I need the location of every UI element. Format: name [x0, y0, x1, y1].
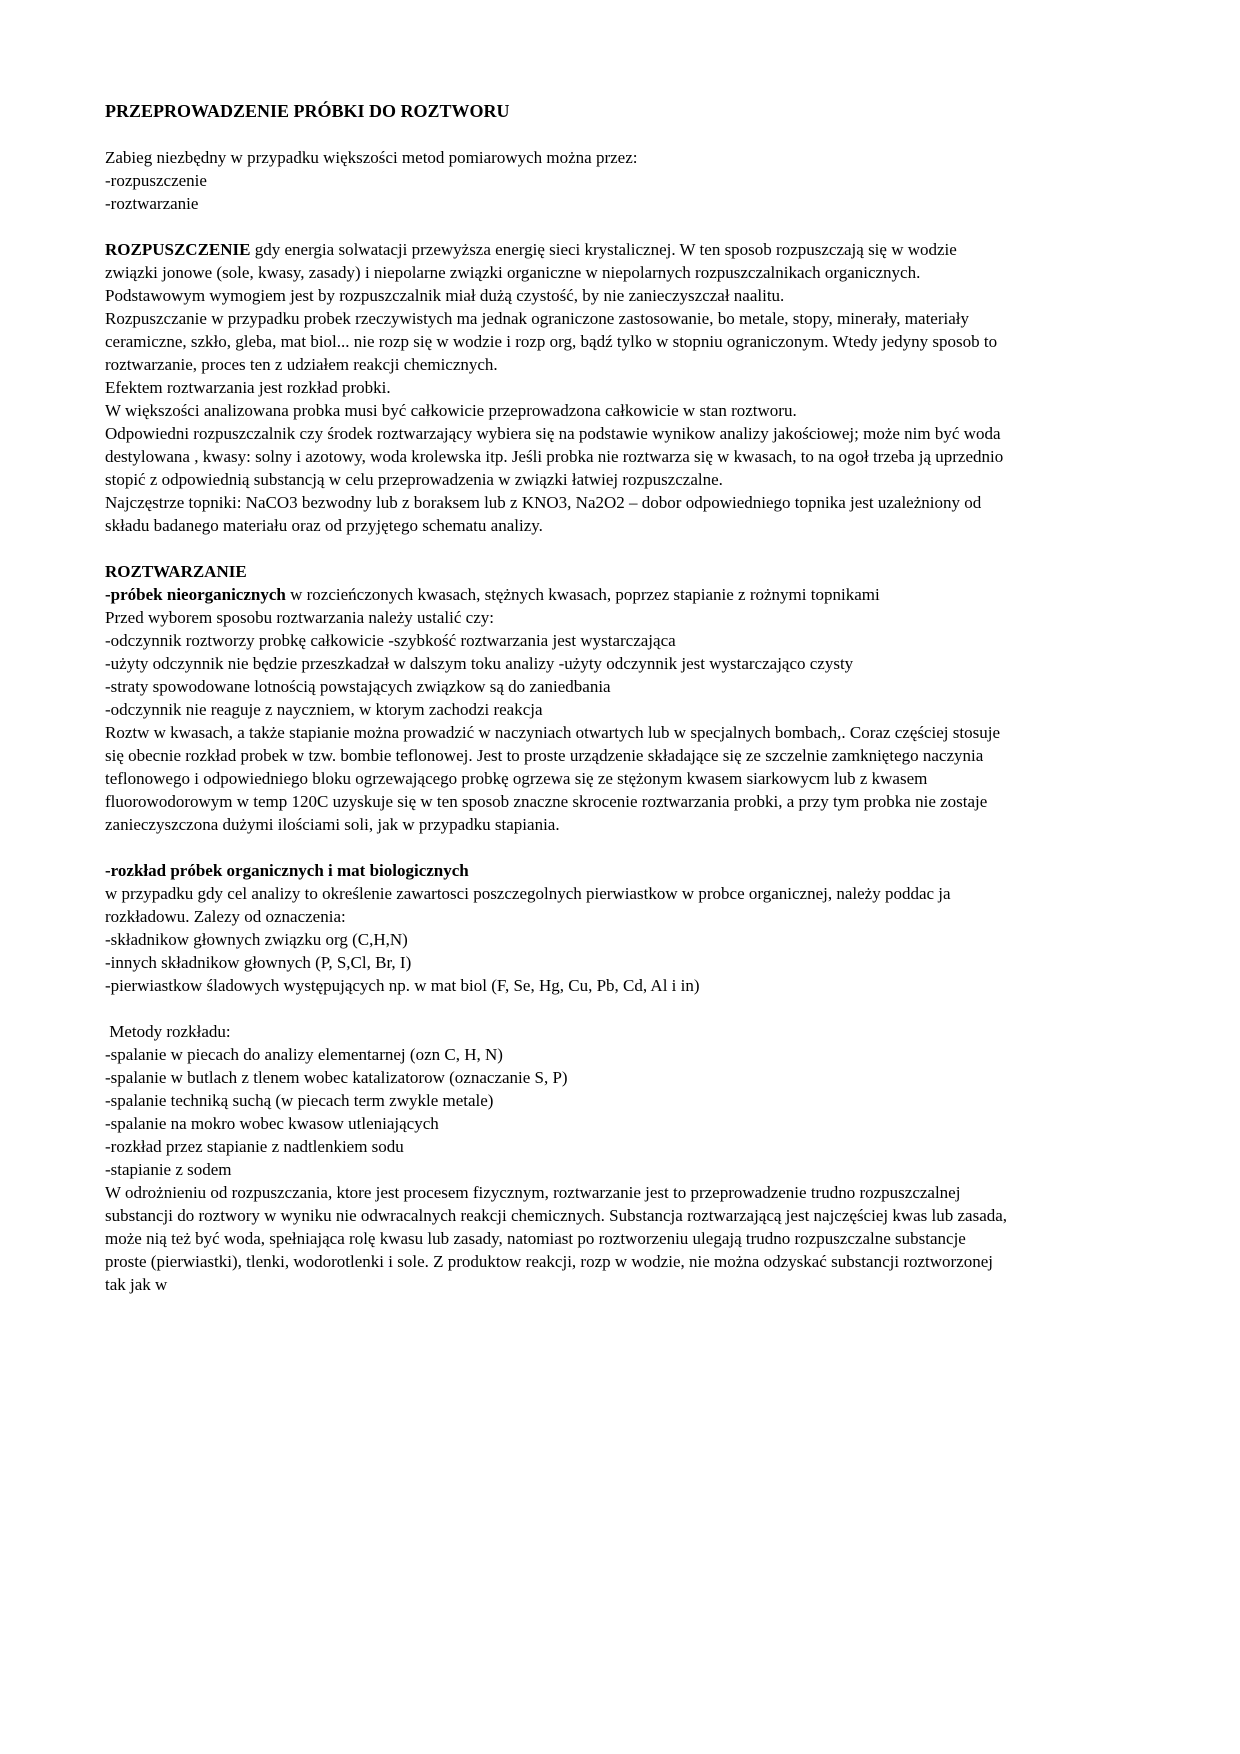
- list-item: -roztwarzanie: [105, 194, 199, 213]
- blank-line: [105, 997, 1010, 1020]
- bold-lead: -próbek nieorganicznych: [105, 585, 291, 604]
- paragraph: -próbek nieorganicznych w rozcieńczonych kwasach, stężnych kwasach, poprzez stapianie z rożnymi topnikami: [105, 585, 880, 604]
- section-heading-roztwarzanie: ROZTWARZANIE: [105, 562, 247, 581]
- list-item: -straty spowodowane lotnością powstających związkow są do zaniedbania: [105, 677, 611, 696]
- paragraph-final: W odrożnieniu od rozpuszczania, ktore jest procesem fizycznym, roztwarzanie jest to przeprowadzenie trudno rozpuszczalnej substancji do roztwory w wyniku nie odwracalnych reakcji chemicznych. Substancja roztwarzającą jest najczęściej kwas lub zasada, może nią też być woda, spełniająca rolę kwasu lub zasady, natomiast po roztworzeniu ulegają trudno rozpuszczalne substancje proste (pierwiastki), tlenki, wodorotlenki i sole. Z produktow reakcji, rozp w wodzie, nie można odzyskać substancji roztworzonej tak jak w: [105, 1183, 1012, 1294]
- document-title: [105, 100, 1010, 123]
- paragraph-intro: Zabieg niezbędny w przypadku większości metod pomiarowych można przez:: [105, 148, 638, 167]
- blank-line: [105, 215, 1010, 238]
- list-item: -spalanie w butlach z tlenem wobec katalizatorow (oznaczanie S, P): [105, 1068, 568, 1087]
- title-text: PRZEPROWADZENIE PRÓBKI DO ROZTWORU: [105, 101, 510, 121]
- paragraph: Odpowiedni rozpuszczalnik czy środek roztwarzający wybiera się na podstawie wynikow analizy jakościowej; może nim być woda destylowana , kwasy: solny i azotowy, woda krolewska itp. Jeśli probka nie roztwarza się w kwasach, to na ogoł trzeba ją uprzednio stopić z odpowiednią substancją w celu przeprowadzenia w związki łatwiej rozpuszczalne.: [105, 424, 1008, 489]
- paragraph: Przed wyborem sposobu roztwarzania należy ustalić czy:: [105, 608, 494, 627]
- list-item: -spalanie na mokro wobec kwasow utleniających: [105, 1114, 439, 1133]
- blank-line: [105, 836, 1010, 859]
- list-item: -użyty odczynnik nie będzie przeszkadzał w dalszym toku analizy -użyty odczynnik jest wystarczająco czysty: [105, 654, 854, 673]
- document-page: [105, 100, 1010, 1296]
- list-item: -innych składnikow głownych (P, S,Cl, Br, I): [105, 953, 412, 972]
- paragraph-metody: Metody rozkładu:: [105, 1022, 231, 1041]
- list-item: -składnikow głownych związku org (C,H,N): [105, 930, 408, 949]
- paragraph: w przypadku gdy cel analizy to określenie zawartosci poszczegolnych pierwiastkow w probce organicznej, należy poddac ja rozkładowu. Zalezy od oznaczenia:: [105, 884, 955, 926]
- paragraph: Najczęstrze topniki: NaCO3 bezwodny lub z boraksem lub z KNO3, Na2O2 – dobor odpowiedniego topnika jest uzależniony od składu badanego materiału oraz od przyjętego schematu analizy.: [105, 493, 986, 535]
- list-item: -spalanie techniką suchą (w piecach term zwykle metale): [105, 1091, 494, 1110]
- section-heading-organiczne: -rozkład próbek organicznych i mat biologicznych: [105, 861, 469, 880]
- blank-line: [105, 123, 1010, 146]
- section-heading-inline: ROZPUSZCZENIE: [105, 240, 255, 259]
- paragraph: Roztw w kwasach, a także stapianie można prowadzić w naczyniach otwartych lub w specjalnych bombach,. Coraz częściej stosuje się obecnie rozkład probek w tzw. bombie teflonowej. Jest to proste urządzenie składające się ze szczelnie zamkniętego naczynia teflonowego i odpowiedniego bloku ogrzewającego probkę ogrzewa się ze stężonym kwasem siarkowycm lub z kwasem fluorowodorowym w temp 120C uzyskuje się w ten sposob znaczne skrocenie roztwarzania probki, a przy tym probka nie zostaje zanieczyszczona dużymi ilościami soli, jak w przypadku stapiania.: [105, 723, 1005, 834]
- paragraph-rozpuszczenie: ROZPUSZCZENIE gdy energia solwatacji przewyższa energię sieci krystalicznej. W ten sposob rozpuszczają się w wodzie związki jonowe (sole, kwasy, zasady) i niepolarne związki organiczne w niepolarnych rozpuszczalnikach organicznych. Podstawowym wymogiem jest by rozpuszczalnik miał dużą czystość, by nie zanieczyszczał naalitu.: [105, 240, 962, 305]
- blank-line: [105, 537, 1010, 560]
- paragraph: W większości analizowana probka musi być całkowicie przeprowadzona całkowicie w stan roztworu.: [105, 401, 797, 420]
- list-item: -rozpuszczenie: [105, 171, 207, 190]
- paragraph: Efektem roztwarzania jest rozkład probki.: [105, 378, 391, 397]
- list-item: -pierwiastkow śladowych występujących np. w mat biol (F, Se, Hg, Cu, Pb, Cd, Al i in): [105, 976, 700, 995]
- list-item: -stapianie z sodem: [105, 1160, 232, 1179]
- list-item: -rozkład przez stapianie z nadtlenkiem sodu: [105, 1137, 404, 1156]
- list-item: -odczynnik roztworzy probkę całkowicie -szybkość roztwarzania jest wystarczająca: [105, 631, 676, 650]
- list-item: -odczynnik nie reaguje z nayczniem, w ktorym zachodzi reakcja: [105, 700, 543, 719]
- paragraph: Rozpuszczanie w przypadku probek rzeczywistych ma jednak ograniczone zastosowanie, bo metale, stopy, minerały, materiały ceramiczne, szkło, gleba, mat biol... nie rozp się w wodzie i rozp org, bądź tylko w stopniu ograniczonym. Wtedy jedyny sposob to roztwarzanie, proces ten z udziałem reakcji chemicznych.: [105, 309, 1002, 374]
- list-item: -spalanie w piecach do analizy elementarnej (ozn C, H, N): [105, 1045, 503, 1064]
